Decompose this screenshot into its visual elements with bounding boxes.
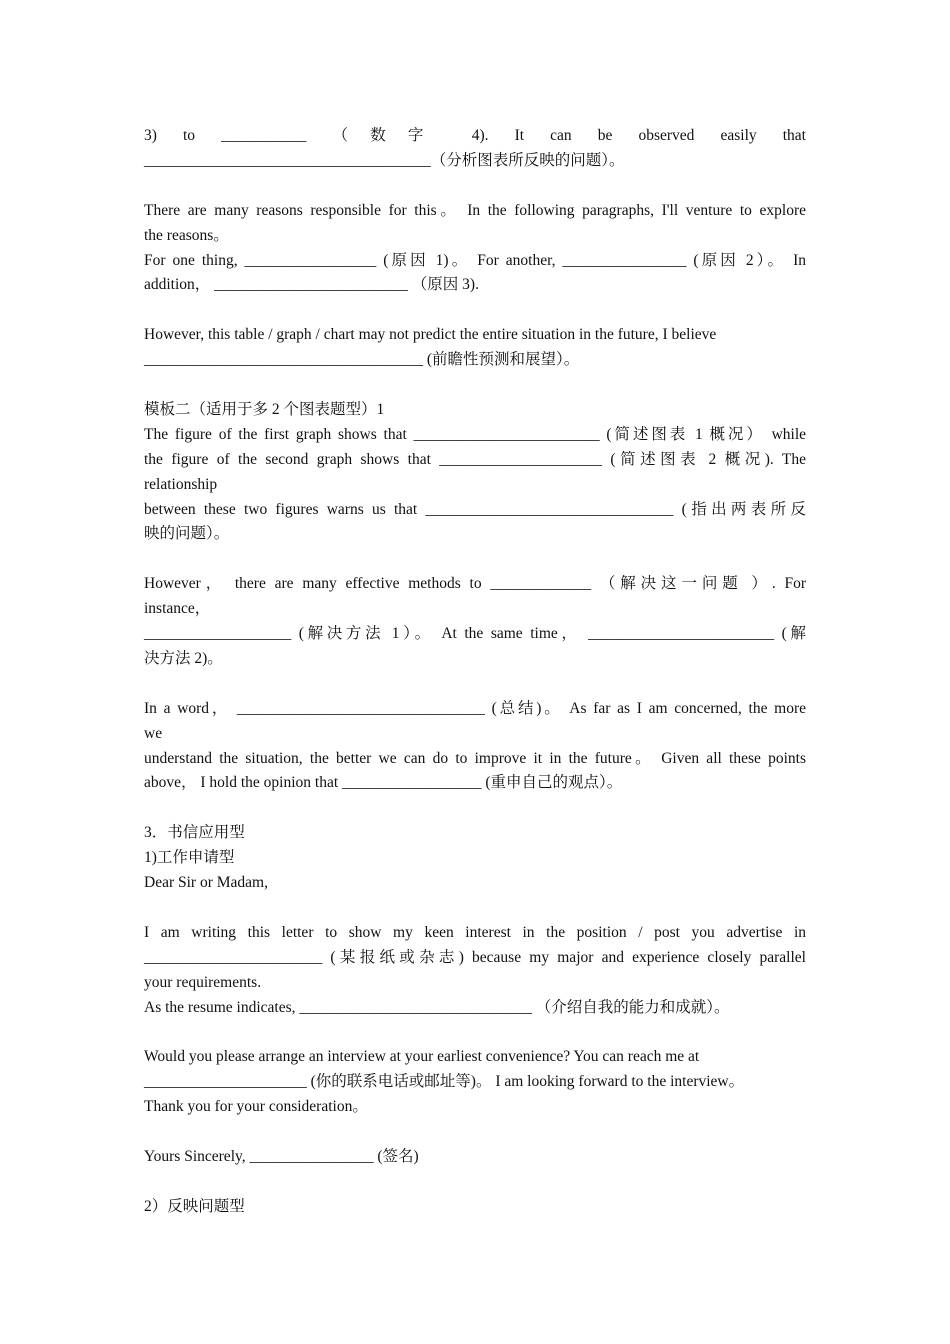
blank-line [144, 896, 806, 921]
text-line: In a word， ________________________________ (总结)。 As far as I am concerned, the more [144, 699, 806, 717]
text-line: your requirements. [144, 973, 262, 991]
text-line: above， I hold the opinion that __________________ (重申自己的观点）。 [144, 774, 623, 792]
blank-line [144, 1170, 806, 1195]
text-line: the reasons。 [144, 226, 229, 244]
text-line: 映的问题）。 [144, 525, 230, 543]
subsection-heading: 2）反映问题型 [144, 1197, 245, 1215]
blank-line [144, 1021, 806, 1046]
blank-line [144, 672, 806, 697]
text-line: However， there are many effective methods to _____________ （解决这一问题 ）. For [144, 575, 806, 593]
text-line: There are many reasons responsible for this。 In the following paragraphs, I'll venture to explore [144, 201, 806, 219]
text-line: For one thing, _________________ (原因 1)。 For another, ________________ (原因 2）。 In [144, 251, 806, 269]
text-line: between these two figures warns us that ________________________________ (指出两表所反 [144, 500, 806, 518]
blank-line [144, 1120, 806, 1145]
text-line: _______________________ (某报纸或杂志) because my major and experience closely parallel [144, 948, 806, 966]
salutation: Dear Sir or Madam, [144, 874, 268, 892]
signature-line: Yours Sincerely, ________________ (签名) [144, 1148, 419, 1166]
text-line: Thank you for your consideration。 [144, 1098, 368, 1116]
text-line: the figure of the second graph shows that _____________________ (简述图表 2 概况). The [144, 450, 806, 468]
text-line: As the resume indicates, ______________________________ （介绍自我的能力和成就）。 [144, 998, 730, 1016]
text-line: However, this table / graph / chart may not predict the entire situation in the future, I believe [144, 326, 717, 344]
text-line: I am writing this letter to show my keen interest in the position / post you advertise in [144, 923, 806, 941]
document-page [144, 124, 806, 1220]
text-line: The figure of the first graph shows that ________________________ (简述图表 1 概况） while [144, 425, 806, 443]
text-line: _____________________________________（分析图表所反映的问题）。 [144, 151, 625, 169]
text-line: addition， _________________________ （原因 3). [144, 276, 479, 294]
text-line: ____________________________________ (前瞻性预测和展望）。 [144, 351, 580, 369]
section-heading: 模板二（适用于多 2 个图表题型）1 [144, 400, 385, 418]
text-line: 3) to ___________ （数字 4). It can be observed easily that [144, 127, 806, 144]
text-line: instance， [144, 600, 211, 618]
blank-line [144, 298, 806, 323]
text-line: ___________________ (解决方法 1）。 At the same time， ________________________ (解 [144, 625, 806, 643]
blank-line [144, 174, 806, 199]
text-line: relationship [144, 475, 218, 493]
blank-line [144, 547, 806, 572]
text-line: 决方法 2)。 [144, 649, 223, 667]
text-line: understand the situation, the better we can do to improve it in the future。 Given all these points [144, 749, 806, 767]
text-line: we [144, 724, 163, 742]
section-heading: 3．书信应用型 [144, 824, 245, 842]
blank-line [144, 796, 806, 821]
subsection-heading: 1)工作申请型 [144, 849, 235, 867]
blank-line [144, 373, 806, 398]
text-line: _____________________ (你的联系电话或邮址等)。 I am looking forward to the interview。 [144, 1073, 745, 1091]
text-line: Would you please arrange an interview at your earliest convenience? You can reach me at [144, 1048, 700, 1066]
